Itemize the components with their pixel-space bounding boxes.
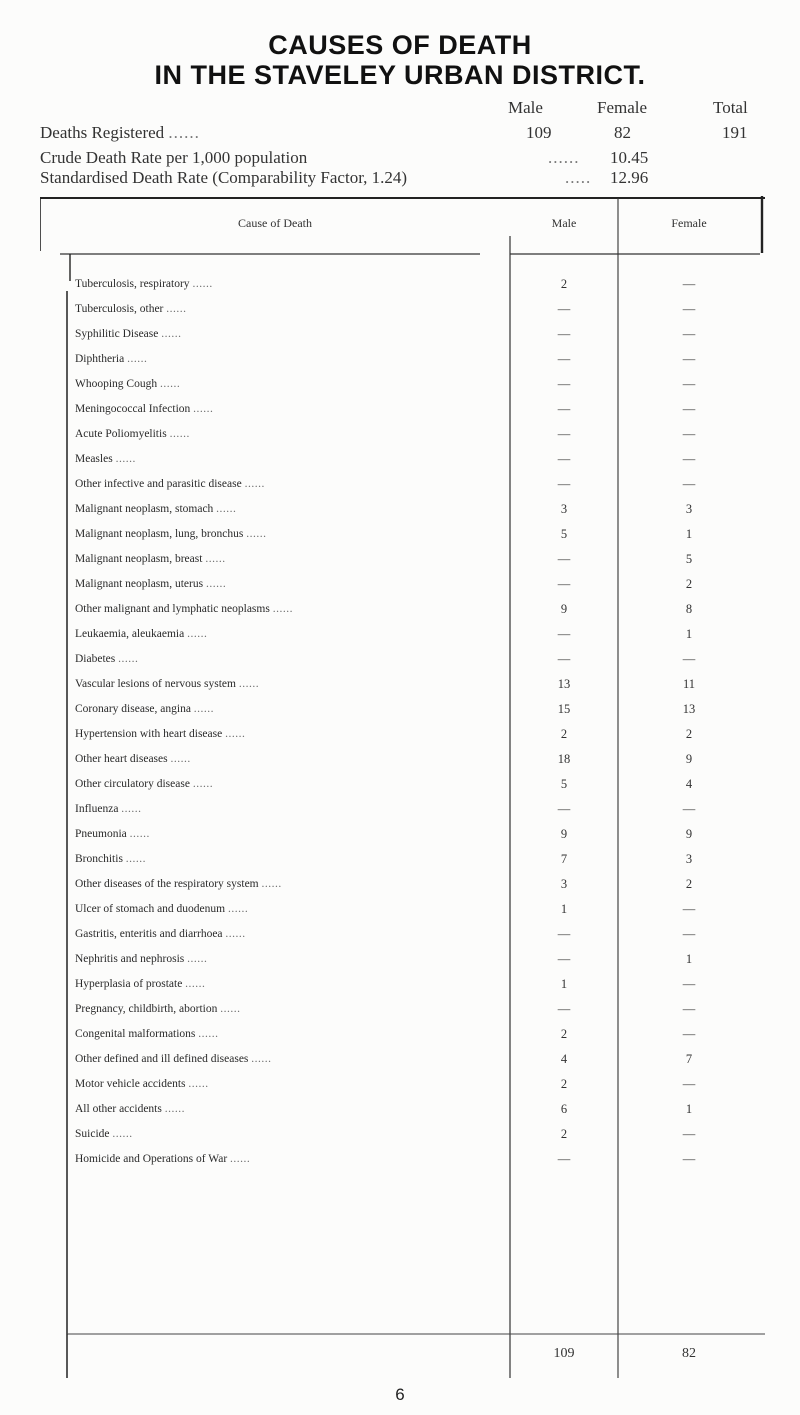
table-row: Diphtheria ...... — — [40,350,765,371]
row-cause: Other defined and ill defined diseases [75,1053,249,1065]
crude-rate-label: Crude Death Rate per 1,000 population [40,148,308,167]
row-cause: Malignant neoplasm, uterus [75,578,204,590]
table-row: Other heart diseases ...... 18 9 [40,750,765,771]
table-row: Other circulatory disease ...... 5 4 [40,775,765,796]
deaths-registered-total: 191 [722,123,748,142]
total-male: 109 [553,1346,575,1361]
row-cause: Malignant neoplasm, lung, bronchus [75,528,244,540]
row-male: 3 [560,502,568,516]
row-cause: Measles [75,453,113,465]
row-cause: Other infective and parasitic disease [75,478,242,490]
row-male: — [557,627,571,641]
table-row: Whooping Cough ...... — — [40,375,765,396]
row-male: 1 [560,902,568,916]
row-male: 5 [560,777,568,791]
row-male: — [557,652,571,666]
row-cause: Ulcer of stomach and duodenum [75,903,226,915]
row-female: 11 [682,677,696,691]
row-male: — [557,402,571,416]
row-female: — [682,902,696,916]
row-female: 2 [685,727,693,741]
row-male: 2 [560,1027,568,1041]
row-female: — [682,452,696,466]
table-row: Other diseases of the respiratory system ...... 3 2 [40,875,765,896]
row-female: — [682,477,696,491]
table-row: Coronary disease, angina ...... 15 13 [40,700,765,721]
causes-table [40,196,765,1378]
row-male: 9 [560,602,568,616]
row-female: — [682,377,696,391]
table-row: Hyperplasia of prostate ...... 1 — [40,975,765,996]
summary-block [0,98,800,188]
row-female: 7 [685,1052,693,1066]
row-female: — [682,427,696,441]
summary-header-male: Male [508,98,543,117]
row-male: — [557,1002,571,1016]
table-row: Bronchitis ...... 7 3 [40,850,765,871]
row-cause: Acute Poliomyelitis [75,428,167,440]
row-male: — [557,327,571,341]
row-female: 8 [685,602,693,616]
table-row: Malignant neoplasm, breast ...... — 5 [40,550,765,571]
table-row: All other accidents ...... 6 1 [40,1100,765,1121]
row-female: 3 [685,852,693,866]
deaths-registered-male: 109 [526,123,552,142]
row-female: 2 [685,877,693,891]
row-male: 1 [560,977,568,991]
row-male: — [557,802,571,816]
row-male: — [557,427,571,441]
row-male: 2 [560,727,568,741]
page-subtitle: IN THE STAVELEY URBAN DISTRICT. [154,60,646,90]
row-female: — [682,1152,696,1166]
row-female: 2 [685,577,693,591]
row-cause: Gastritis, enteritis and diarrhoea [75,928,223,940]
table-row: Nephritis and nephrosis ...... — 1 [40,950,765,971]
row-cause: Other circulatory disease [75,778,190,790]
row-female: — [682,1127,696,1141]
row-cause: Nephritis and nephrosis [75,953,185,965]
row-female: 9 [685,827,693,841]
row-cause: Syphilitic Disease [75,328,159,340]
row-cause: Pneumonia [75,828,127,840]
row-cause: Bronchitis [75,853,123,865]
row-cause: Other heart diseases [75,753,168,765]
row-female: 4 [685,777,693,791]
row-cause: Other malignant and lymphatic neoplasms [75,603,270,615]
table-row: Malignant neoplasm, uterus ...... — 2 [40,575,765,596]
row-male: 4 [560,1052,568,1066]
standardised-rate-dots: ..... [565,168,592,187]
col-header-cause: Cause of Death [238,216,312,230]
row-male: — [557,952,571,966]
page-number: 6 [395,1385,405,1404]
table-row: Syphilitic Disease ...... — — [40,325,765,346]
row-female: — [682,352,696,366]
table-row: Gastritis, enteritis and diarrhoea ...... — — [40,925,765,946]
row-female: — [682,1077,696,1091]
table-row: Acute Poliomyelitis ...... — — [40,425,765,446]
row-cause: Motor vehicle accidents [75,1078,186,1090]
row-cause: Leukaemia, aleukaemia [75,628,185,640]
table-row: Vascular lesions of nervous system ...... 13 11 [40,675,765,696]
row-female: 3 [685,502,693,516]
standardised-rate-value: 12.96 [610,168,649,187]
page-title: CAUSES OF DEATH [268,30,532,60]
row-male: 2 [560,277,568,291]
deaths-registered-female: 82 [614,123,631,142]
row-male: — [557,552,571,566]
row-female: — [682,1027,696,1041]
row-female: — [682,1002,696,1016]
row-male: — [557,577,571,591]
row-male: — [557,1152,571,1166]
table-row: Motor vehicle accidents ...... 2 — [40,1075,765,1096]
row-male: — [557,452,571,466]
row-female: — [682,977,696,991]
row-male: 18 [557,752,571,766]
row-male: 2 [560,1077,568,1091]
total-female: 82 [682,1346,696,1361]
row-cause: Tuberculosis, respiratory [75,278,190,290]
row-female: 5 [685,552,693,566]
row-male: 13 [557,677,571,691]
table-row: Diabetes ...... — — [40,650,765,671]
table-row: Influenza ...... — — [40,800,765,821]
row-cause: Pregnancy, childbirth, abortion [75,1003,218,1015]
crude-rate-dots: ...... [548,148,580,167]
table-row: Malignant neoplasm, stomach ...... 3 3 [40,500,765,521]
col-header-female: Female [671,216,707,230]
row-female: 9 [685,752,693,766]
table-row: Other infective and parasitic disease ...... — — [40,475,765,496]
row-cause: Meningococcal Infection [75,403,191,415]
row-cause: Homicide and Operations of War [75,1153,228,1165]
row-cause: Malignant neoplasm, breast [75,553,203,565]
table-row: Tuberculosis, other ...... — — [40,300,765,321]
row-cause: Whooping Cough [75,378,158,390]
row-male: — [557,477,571,491]
row-cause: Diabetes [75,653,116,665]
row-cause: Hyperplasia of prostate [75,978,183,990]
table-row: Malignant neoplasm, lung, bronchus ...... 5 1 [40,525,765,546]
row-male: 6 [560,1102,568,1116]
row-cause: Other diseases of the respiratory system [75,878,259,890]
row-female: — [682,402,696,416]
row-male: 15 [557,702,571,716]
row-male: — [557,302,571,316]
row-female: — [682,277,696,291]
table-row: Other malignant and lymphatic neoplasms ...... 9 8 [40,600,765,621]
row-male: — [557,927,571,941]
row-male: 5 [560,527,568,541]
row-cause: Diphtheria [75,353,125,365]
row-cause: Malignant neoplasm, stomach [75,503,214,515]
table-row: Leukaemia, aleukaemia ...... — 1 [40,625,765,646]
row-male: — [557,377,571,391]
row-female: — [682,327,696,341]
summary-header-female: Female [597,98,648,117]
row-male: 7 [560,852,568,866]
row-cause: Congenital malformations [75,1028,196,1040]
table-row: Homicide and Operations of War ...... — — [40,1150,765,1171]
standardised-rate-label: Standardised Death Rate (Comparability Factor, 1.24) [40,168,408,187]
row-cause: Influenza [75,803,119,815]
crude-rate-value: 10.45 [610,148,649,167]
row-male: 9 [560,827,568,841]
table-row: Suicide ...... 2 — [40,1125,765,1146]
row-male: — [557,352,571,366]
table-row: Congenital malformations ...... 2 — [40,1025,765,1046]
table-row: Measles ...... — — [40,450,765,471]
row-male: 3 [560,877,568,891]
table-row: Hypertension with heart disease ...... 2 2 [40,725,765,746]
row-cause: Tuberculosis, other [75,303,164,315]
row-female: — [682,652,696,666]
row-female: 13 [682,702,696,716]
table-row: Tuberculosis, respiratory ...... 2 — [40,275,765,296]
row-female: 1 [685,627,693,641]
row-cause: Suicide [75,1128,110,1140]
row-female: — [682,302,696,316]
row-female: — [682,927,696,941]
table-row: Meningococcal Infection ...... — — [40,400,765,421]
table-row: Pneumonia ...... 9 9 [40,825,765,846]
row-cause: Coronary disease, angina [75,703,191,715]
row-female: 1 [685,527,693,541]
col-header-male: Male [551,216,577,230]
deaths-registered-label: Deaths Registered ...... [40,123,200,142]
row-cause: All other accidents [75,1103,162,1115]
row-cause: Hypertension with heart disease [75,728,223,740]
table-row: Ulcer of stomach and duodenum ...... 1 — [40,900,765,921]
row-female: — [682,802,696,816]
table-row: Other defined and ill defined diseases ...... 4 7 [40,1050,765,1071]
row-female: 1 [685,952,693,966]
row-cause: Vascular lesions of nervous system [75,678,236,690]
summary-header-total: Total [713,98,748,117]
row-male: 2 [560,1127,568,1141]
row-female: 1 [685,1102,693,1116]
table-row: Pregnancy, childbirth, abortion ...... — — [40,1000,765,1021]
